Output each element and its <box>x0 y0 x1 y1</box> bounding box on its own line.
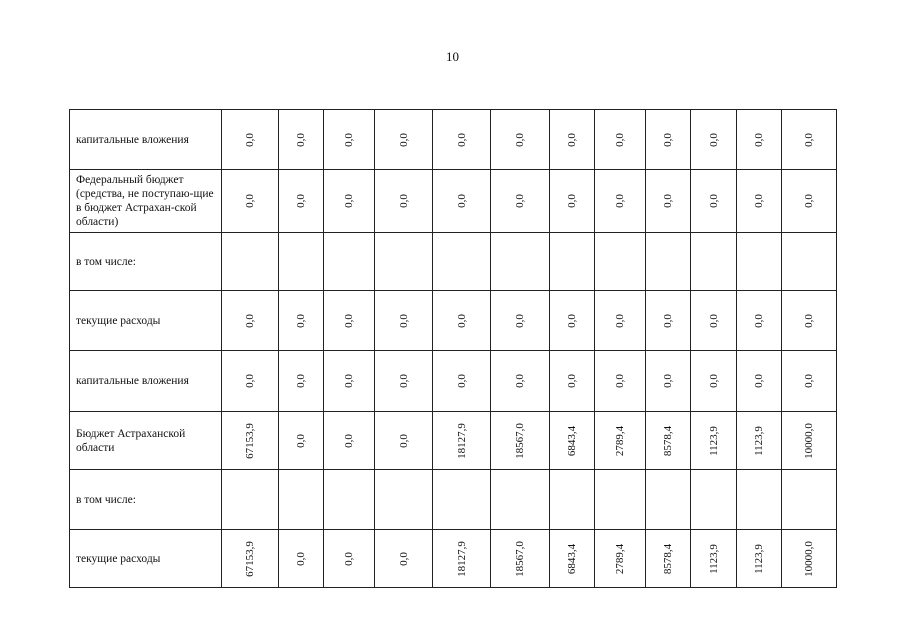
cell-value: 0,0 <box>707 374 720 388</box>
value-cell <box>737 291 782 351</box>
cell-value: 2789,4 <box>614 425 626 456</box>
cell-value: 0,0 <box>343 551 355 566</box>
cell-value: 0,0 <box>397 313 410 328</box>
value-cell <box>491 412 550 470</box>
value-cell <box>782 412 837 470</box>
value-cell <box>550 530 595 588</box>
value-cell <box>324 110 375 170</box>
value-cell <box>595 233 646 291</box>
row-label: капитальные вложения <box>70 110 222 170</box>
cell-value: 0,0 <box>244 194 256 208</box>
cell-value: 0,0 <box>753 374 765 388</box>
value-cell <box>375 233 433 291</box>
value-cell <box>433 412 491 470</box>
value-cell <box>782 110 837 170</box>
value-cell <box>691 470 737 530</box>
value-cell <box>279 110 324 170</box>
value-cell <box>691 291 737 351</box>
value-cell <box>737 470 782 530</box>
value-cell <box>782 470 837 530</box>
value-cell <box>491 170 550 233</box>
value-cell <box>595 170 646 233</box>
cell-value: 0,0 <box>244 374 256 388</box>
cell-value: 0,0 <box>566 313 578 328</box>
cell-value: 0,0 <box>753 194 765 208</box>
cell-value: 8578,4 <box>662 425 674 456</box>
cell-value: 0,0 <box>514 194 526 208</box>
value-cell <box>375 291 433 351</box>
value-cell <box>222 530 279 588</box>
value-cell <box>433 291 491 351</box>
cell-value: 0,0 <box>514 313 526 328</box>
value-cell <box>646 351 691 412</box>
cell-value: 0,0 <box>343 132 355 147</box>
table-row <box>70 291 837 351</box>
value-cell <box>375 412 433 470</box>
cell-value: 67153,9 <box>244 540 256 577</box>
cell-value: 0,0 <box>295 374 307 388</box>
cell-value: 0,0 <box>244 313 256 328</box>
cell-value: 0,0 <box>514 132 526 147</box>
value-cell <box>691 530 737 588</box>
value-cell <box>433 233 491 291</box>
value-cell <box>737 530 782 588</box>
cell-value: 0,0 <box>514 374 526 388</box>
value-cell <box>491 233 550 291</box>
value-cell <box>433 110 491 170</box>
value-cell <box>491 110 550 170</box>
cell-value: 1123,9 <box>707 543 720 574</box>
value-cell <box>222 170 279 233</box>
value-cell <box>782 233 837 291</box>
cell-value: 18567,0 <box>514 540 526 577</box>
cell-value: 0,0 <box>397 551 410 566</box>
cell-value: 18127,9 <box>455 540 468 577</box>
cell-value: 0,0 <box>803 132 815 147</box>
value-cell <box>691 233 737 291</box>
value-cell <box>324 233 375 291</box>
table-row <box>70 170 837 233</box>
value-cell <box>691 351 737 412</box>
value-cell <box>646 412 691 470</box>
value-cell <box>279 470 324 530</box>
cell-value: 0,0 <box>662 374 674 388</box>
page-number: 10 <box>446 49 459 64</box>
value-cell <box>595 530 646 588</box>
cell-value: 18127,9 <box>455 422 468 459</box>
cell-value: 0,0 <box>803 194 815 208</box>
cell-value: 0,0 <box>566 132 578 147</box>
cell-value: 0,0 <box>397 132 410 147</box>
value-cell <box>324 291 375 351</box>
row-label: текущие расходы <box>70 530 222 588</box>
value-cell <box>646 170 691 233</box>
value-cell <box>433 351 491 412</box>
cell-value: 0,0 <box>343 313 355 328</box>
cell-value: 0,0 <box>455 194 468 208</box>
value-cell <box>782 170 837 233</box>
value-cell <box>375 170 433 233</box>
value-cell <box>782 291 837 351</box>
value-cell <box>222 412 279 470</box>
cell-value: 0,0 <box>397 374 410 388</box>
value-cell <box>279 530 324 588</box>
value-cell <box>375 470 433 530</box>
value-cell <box>433 530 491 588</box>
table-row <box>70 233 837 291</box>
cell-value: 0,0 <box>753 132 765 147</box>
value-cell <box>782 351 837 412</box>
cell-value: 0,0 <box>662 194 674 208</box>
value-cell <box>737 110 782 170</box>
value-cell <box>324 470 375 530</box>
cell-value: 0,0 <box>397 433 410 448</box>
cell-value: 0,0 <box>343 433 355 448</box>
cell-value: 0,0 <box>343 194 355 208</box>
row-label: текущие расходы <box>70 291 222 351</box>
value-cell <box>222 233 279 291</box>
cell-value: 0,0 <box>614 313 626 328</box>
value-cell <box>222 351 279 412</box>
cell-value: 0,0 <box>244 132 256 147</box>
cell-value: 6843,4 <box>566 543 578 574</box>
cell-value: 1123,9 <box>707 425 720 456</box>
cell-value: 6843,4 <box>566 425 578 456</box>
value-cell <box>691 170 737 233</box>
table-row <box>70 412 837 470</box>
value-cell <box>279 412 324 470</box>
cell-value: 0,0 <box>614 132 626 147</box>
cell-value: 0,0 <box>397 194 410 208</box>
cell-value: 0,0 <box>614 374 626 388</box>
value-cell <box>646 233 691 291</box>
cell-value: 0,0 <box>662 132 674 147</box>
value-cell <box>691 412 737 470</box>
value-cell <box>595 412 646 470</box>
value-cell <box>691 110 737 170</box>
cell-value: 0,0 <box>455 374 468 388</box>
cell-value: 0,0 <box>295 551 307 566</box>
value-cell <box>375 351 433 412</box>
value-cell <box>737 170 782 233</box>
value-cell <box>491 470 550 530</box>
cell-value: 67153,9 <box>244 422 256 459</box>
row-label: Федеральный бюджет (средства, не поступаю-щие в бюджет Астрахан-ской области) <box>70 170 222 233</box>
value-cell <box>646 530 691 588</box>
value-cell <box>375 110 433 170</box>
value-cell <box>737 233 782 291</box>
cell-value: 0,0 <box>662 313 674 328</box>
row-label: Бюджет Астраханской области <box>70 412 222 470</box>
value-cell <box>550 470 595 530</box>
value-cell <box>375 530 433 588</box>
cell-value: 8578,4 <box>662 543 674 574</box>
value-cell <box>550 351 595 412</box>
row-label: в том числе: <box>70 470 222 530</box>
cell-value: 0,0 <box>803 313 815 328</box>
cell-value: 0,0 <box>614 194 626 208</box>
cell-value: 1123,9 <box>753 543 765 574</box>
cell-value: 0,0 <box>455 132 468 147</box>
value-cell <box>222 470 279 530</box>
value-cell <box>279 351 324 412</box>
value-cell <box>433 470 491 530</box>
value-cell <box>491 351 550 412</box>
value-cell <box>646 291 691 351</box>
value-cell <box>222 110 279 170</box>
value-cell <box>491 291 550 351</box>
row-label: в том числе: <box>70 233 222 291</box>
value-cell <box>550 233 595 291</box>
value-cell <box>737 412 782 470</box>
cell-value: 0,0 <box>707 194 720 208</box>
value-cell <box>324 351 375 412</box>
cell-value: 0,0 <box>295 433 307 448</box>
cell-value: 0,0 <box>803 374 815 388</box>
table-row <box>70 110 837 170</box>
value-cell <box>550 291 595 351</box>
value-cell <box>550 412 595 470</box>
cell-value: 0,0 <box>753 313 765 328</box>
value-cell <box>491 530 550 588</box>
cell-value: 0,0 <box>295 194 307 208</box>
value-cell <box>324 170 375 233</box>
table-row <box>70 530 837 588</box>
value-cell <box>646 470 691 530</box>
value-cell <box>279 291 324 351</box>
row-label: капитальные вложения <box>70 351 222 412</box>
cell-value: 2789,4 <box>614 543 626 574</box>
value-cell <box>279 170 324 233</box>
cell-value: 1123,9 <box>753 425 765 456</box>
cell-value: 0,0 <box>707 313 720 328</box>
value-cell <box>433 170 491 233</box>
value-cell <box>595 291 646 351</box>
cell-value: 10000,0 <box>803 540 815 577</box>
value-cell <box>646 110 691 170</box>
value-cell <box>595 110 646 170</box>
value-cell <box>222 291 279 351</box>
cell-value: 0,0 <box>295 132 307 147</box>
value-cell <box>595 351 646 412</box>
cell-value: 0,0 <box>295 313 307 328</box>
table-row <box>70 351 837 412</box>
budget-table <box>69 109 837 588</box>
table-row <box>70 470 837 530</box>
cell-value: 0,0 <box>455 313 468 328</box>
table-body <box>70 110 837 588</box>
value-cell <box>324 412 375 470</box>
value-cell <box>737 351 782 412</box>
cell-value: 18567,0 <box>514 422 526 459</box>
value-cell <box>782 530 837 588</box>
cell-value: 10000,0 <box>803 422 815 459</box>
cell-value: 0,0 <box>707 132 720 147</box>
cell-value: 0,0 <box>343 374 355 388</box>
value-cell <box>279 233 324 291</box>
value-cell <box>550 170 595 233</box>
value-cell <box>550 110 595 170</box>
value-cell <box>595 470 646 530</box>
cell-value: 0,0 <box>566 194 578 208</box>
cell-value: 0,0 <box>566 374 578 388</box>
value-cell <box>324 530 375 588</box>
